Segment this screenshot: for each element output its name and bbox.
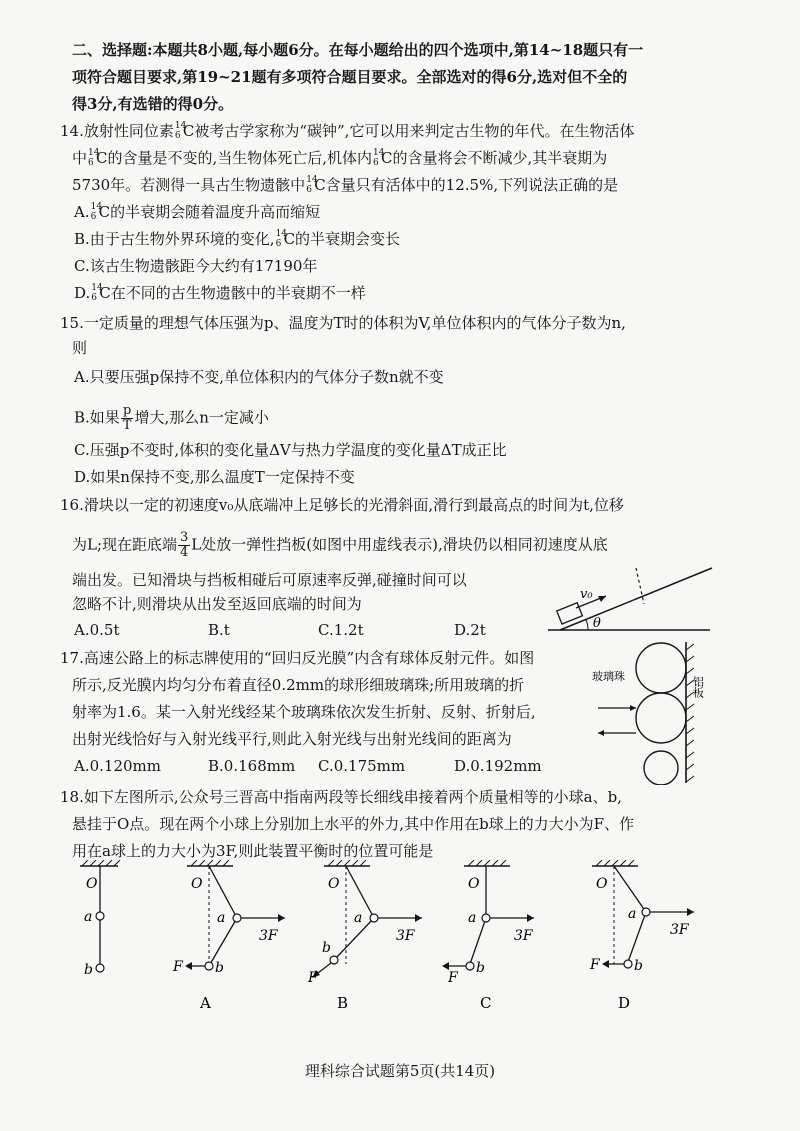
isotope-notation: 14 6 (90, 202, 103, 222)
q14-stem-line-1: 14.放射性同位素 14 6 C被考古学家称为“碳钟”,它可以用来判定古生物的年代。在生物活体 (60, 121, 635, 141)
svg-text:O: O (328, 876, 340, 892)
svg-text:b: b (215, 960, 224, 976)
q15-option-b: B.如果 $\frac{p}{T}$ 增大,那么n一定减小 (74, 403, 269, 433)
reference-figure (80, 860, 120, 978)
q14-option-b: B.由于古生物外界环境的变化, 14 6 C的半衰期会变长 (74, 229, 401, 249)
q16-option-b: B.t (208, 621, 230, 639)
svg-text:F: F (308, 970, 318, 986)
isotope-notation: 14 6 (275, 229, 288, 249)
q16-stem-line-3: 端出发。已知滑块与挡板相碰后可原速率反弹,碰撞时间可以 (72, 571, 467, 589)
q14-stem-line-3: 5730年。若测得一具古生物遗骸中 14 6 C含量只有活体中的12.5%,下列说法正确的是 (72, 175, 619, 195)
q16-stem-line-2: 为L;现在距底端 $\frac{3}{4}$ L处放一弹性挡板(如图中用虚线表示),滑块仍以相同初速度从底 (72, 530, 608, 560)
svg-text:O: O (596, 876, 608, 892)
svg-text:C: C (480, 994, 492, 1012)
q15-option-a: A.只要压强p保持不变,单位体积内的气体分子数n就不变 (74, 368, 444, 386)
svg-text:a: a (468, 910, 477, 926)
svg-text:3F: 3F (259, 928, 278, 944)
q18-stem-line-1: 18.如下左图所示,公众号三晋高中指南两段等长细线串接着两个质量相等的小球a、b, (60, 788, 622, 806)
svg-text:F: F (590, 957, 600, 973)
svg-text:b: b (634, 958, 643, 974)
q17-stem-line-2: 所示,反光膜内均匀分布着直径0.2mm的球形细玻璃珠;所用玻璃的折 (72, 676, 525, 694)
q16-option-c: C.1.2t (318, 621, 364, 639)
q18-pendulum-figures (60, 860, 720, 1020)
section-instructions-line-1: 二、选择题:本题共8小题,每小题6分。在每小题给出的四个选项中,第14~18题只有一 (72, 41, 644, 59)
board-label: 铝板 (691, 676, 705, 698)
svg-text:a: a (84, 909, 93, 925)
q17-option-d: D.0.192mm (454, 757, 542, 775)
svg-text:F: F (173, 959, 183, 975)
q15-option-c: C.压强p不变时,体积的变化量ΔV与热力学温度的变化量ΔT成正比 (74, 441, 507, 459)
glass-bead-label: 玻璃珠 (592, 670, 625, 683)
v0-label: v₀ (580, 587, 593, 602)
glass-bead-top (636, 643, 686, 693)
q17-option-a: A.0.120mm (74, 757, 161, 775)
svg-text:b: b (84, 962, 93, 978)
page-footer: 理科综合试题第5页(共14页) (304, 1062, 496, 1080)
q18-stem-line-2: 悬挂于O点。现在两个小球上分别加上水平的外力,其中作用在b球上的力大小为F、作 (72, 815, 635, 833)
svg-text:3F: 3F (514, 928, 533, 944)
q16-stem-line-4: 忽略不计,则滑块从出发至返回底端的时间为 (72, 595, 362, 613)
fraction-three-quarters: $\frac{3}{4}$ (180, 530, 189, 560)
q17-stem-line-1: 17.高速公路上的标志牌使用的“回归反光膜”内含有球体反射元件。如图 (60, 649, 535, 667)
svg-text:a: a (354, 910, 363, 926)
isotope-notation: 14 6 (373, 148, 385, 168)
q16-option-a: A.0.5t (74, 621, 120, 639)
q17-stem-line-4: 出射光线恰好与入射光线平行,则此入射光线与出射光线间的距离为 (72, 730, 512, 748)
isotope-notation: 14 6 (91, 283, 103, 303)
svg-text:B: B (337, 994, 349, 1012)
svg-text:O: O (468, 876, 480, 892)
glass-bead-middle (636, 693, 686, 743)
section-instructions-line-3: 得3分,有选错的得0分。 (72, 95, 234, 113)
arrowhead-icon (598, 730, 604, 736)
svg-text:3F: 3F (670, 922, 689, 938)
q14-stem-line-2: 中 14 6 C的含量是不变的,当生物体死亡后,机体内 14 6 C的含量将会不断减少,其半衰期为 (72, 148, 608, 168)
svg-text:D: D (618, 994, 631, 1012)
option-d-figure (589, 860, 694, 1012)
q16-incline-figure (540, 560, 720, 635)
q16-option-d: D.2t (454, 621, 486, 639)
option-b-figure (307, 860, 422, 1012)
svg-text:F: F (448, 970, 458, 986)
angle-arc (586, 620, 588, 630)
option-a-figure (172, 860, 285, 1012)
q17-stem-line-3: 射率为1.6。某一入射光线经某个玻璃珠依次发生折射、反射、折射后, (72, 703, 536, 721)
board-hatching (686, 644, 694, 782)
svg-text:b: b (322, 940, 331, 956)
svg-text:3F: 3F (396, 928, 415, 944)
isotope-notation: 14 6 (174, 121, 187, 141)
q17-option-b: B.0.168mm (208, 757, 296, 775)
isotope-notation: 14 6 (88, 148, 100, 168)
q15-stem-line-1: 15.一定质量的理想气体压强为p、温度为T时的体积为V,单位体积内的气体分子数为n, (60, 314, 626, 332)
arrowhead-icon (630, 705, 636, 711)
svg-text:b: b (476, 960, 485, 976)
q15-option-d: D.如果n保持不变,那么温度T一定保持不变 (74, 468, 355, 486)
q16-stem-line-1: 16.滑块以一定的初速度v₀从底端冲上足够长的光滑斜面,滑行到最高点的时间为t,位移 (60, 496, 624, 514)
theta-label: θ (593, 616, 601, 631)
glass-bead-bottom (644, 751, 678, 785)
svg-text:O: O (86, 876, 98, 892)
svg-text:O: O (191, 876, 203, 892)
q18-stem-line-3: 用在a球上的力大小为3F,则此装置平衡时的位置可能是 (72, 842, 434, 860)
section-instructions-line-2: 项符合题目要求,第19~21题有多项符合题目要求。全部选对的得6分,选对但不全的 (72, 68, 628, 86)
q15-stem-line-2: 则 (72, 339, 88, 357)
q14-option-d: D. 14 6 C在不同的古生物遗骸中的半衰期不一样 (74, 283, 366, 303)
q14-option-a: A. 14 6 C的半衰期会随着温度升高而缩短 (74, 202, 321, 222)
svg-text:a: a (628, 906, 637, 922)
fraction-p-over-t: $\frac{p}{T}$ (122, 403, 132, 433)
svg-text:a: a (217, 910, 226, 926)
q14-option-c: C.该古生物遗骸距今大约有17190年 (74, 257, 318, 275)
isotope-notation: 14 6 (306, 175, 318, 195)
sliding-block (557, 603, 583, 624)
q17-option-c: C.0.175mm (318, 757, 406, 775)
option-c-figure (442, 860, 534, 1012)
q17-bead-figure (590, 640, 720, 785)
svg-text:A: A (200, 994, 211, 1012)
